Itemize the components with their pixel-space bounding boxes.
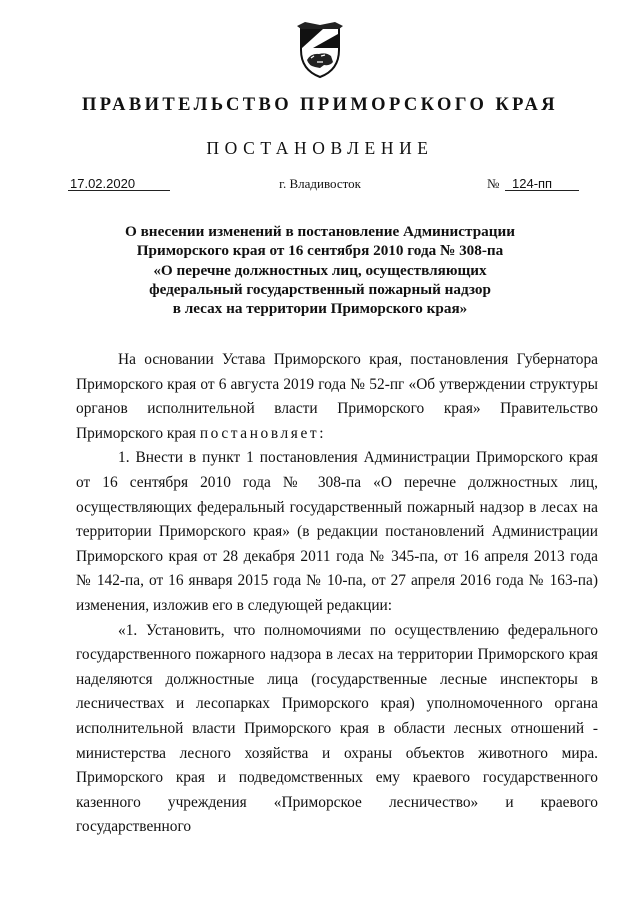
body-line: государственного пожарного надзора в лесах на территории Приморского края: [76, 646, 598, 664]
document-number: 124-пп: [512, 176, 553, 191]
document-body: [76, 348, 598, 836]
document-subject: [90, 222, 550, 318]
body-line: Приморского края от 6 августа 2019 года № 52-пг «Об утверждении структуры: [76, 375, 598, 393]
body-line: На основании Устава Приморского края, постановления Губернатора: [118, 351, 598, 368]
subject-line: федеральный государственный пожарный надзор: [149, 280, 491, 298]
document-city: г. Владивосток: [279, 176, 361, 191]
number-sign: №: [487, 176, 500, 191]
document-date: 17.02.2020: [70, 176, 136, 191]
body-line: «1. Установить, что полномочиями по осуществлению федерального: [118, 621, 598, 639]
resolution-keyword: постановляет:: [199, 424, 327, 442]
body-line: от 16 сентября 2010 года № 308-па «О перечне должностных лиц,: [76, 473, 598, 491]
body-line-final: [76, 422, 598, 447]
number-underline: [505, 190, 579, 191]
body-line: казенного учреждения «Приморское лесничество» и краевого государственного: [76, 793, 598, 836]
document-type-heading: ПОСТАНОВЛЕНИЕ: [206, 138, 434, 158]
body-line: 1. Внести в пункт 1 постановления Администрации Приморского края: [118, 449, 598, 467]
body-line: органов исполнительной власти Приморского края» Правительство: [76, 400, 598, 418]
subject-line: Приморского края от 16 сентября 2010 года № 308-па: [136, 242, 504, 260]
coat-of-arms-icon: [293, 20, 347, 80]
subject-line: в лесах на территории Приморского края»: [172, 300, 468, 318]
body-line: министерства лесного хозяйства и охраны объектов животного мира.: [76, 744, 598, 762]
subject-line: «О перечне должностных лиц, осуществляющих: [153, 261, 487, 279]
body-line: Приморского края и подведомственных ему краевого государственного: [76, 769, 598, 787]
body-line: территории Приморского края» (в редакции постановлений Администрации: [76, 523, 598, 541]
body-line: № 142-па, от 16 января 2015 года № 10-па, от 27 апреля 2016 года № 163-па): [76, 572, 598, 590]
organization-title: ПРАВИТЕЛЬСТВО ПРИМОРСКОГО КРАЯ: [81, 95, 558, 115]
body-line: исполнительной власти Приморского края в области лесных отношений -: [76, 719, 598, 737]
body-line: лесничествах и лесопарках Приморского края) уполномоченного органа: [76, 695, 598, 713]
subject-line: О внесении изменений в постановление Администрации: [125, 223, 515, 240]
body-line: Приморского края от 28 декабря 2011 года № 345-па, от 16 апреля 2013 года: [76, 547, 598, 565]
body-line: изменения, изложив его в следующей редакции:: [76, 596, 393, 614]
body-line: осуществляющих федеральный государственный пожарный надзор в лесах на: [76, 498, 598, 516]
body-text: Приморского края: [76, 424, 196, 442]
body-line: наделяются должностные лица (государственные лесные инспекторы в: [76, 670, 598, 688]
